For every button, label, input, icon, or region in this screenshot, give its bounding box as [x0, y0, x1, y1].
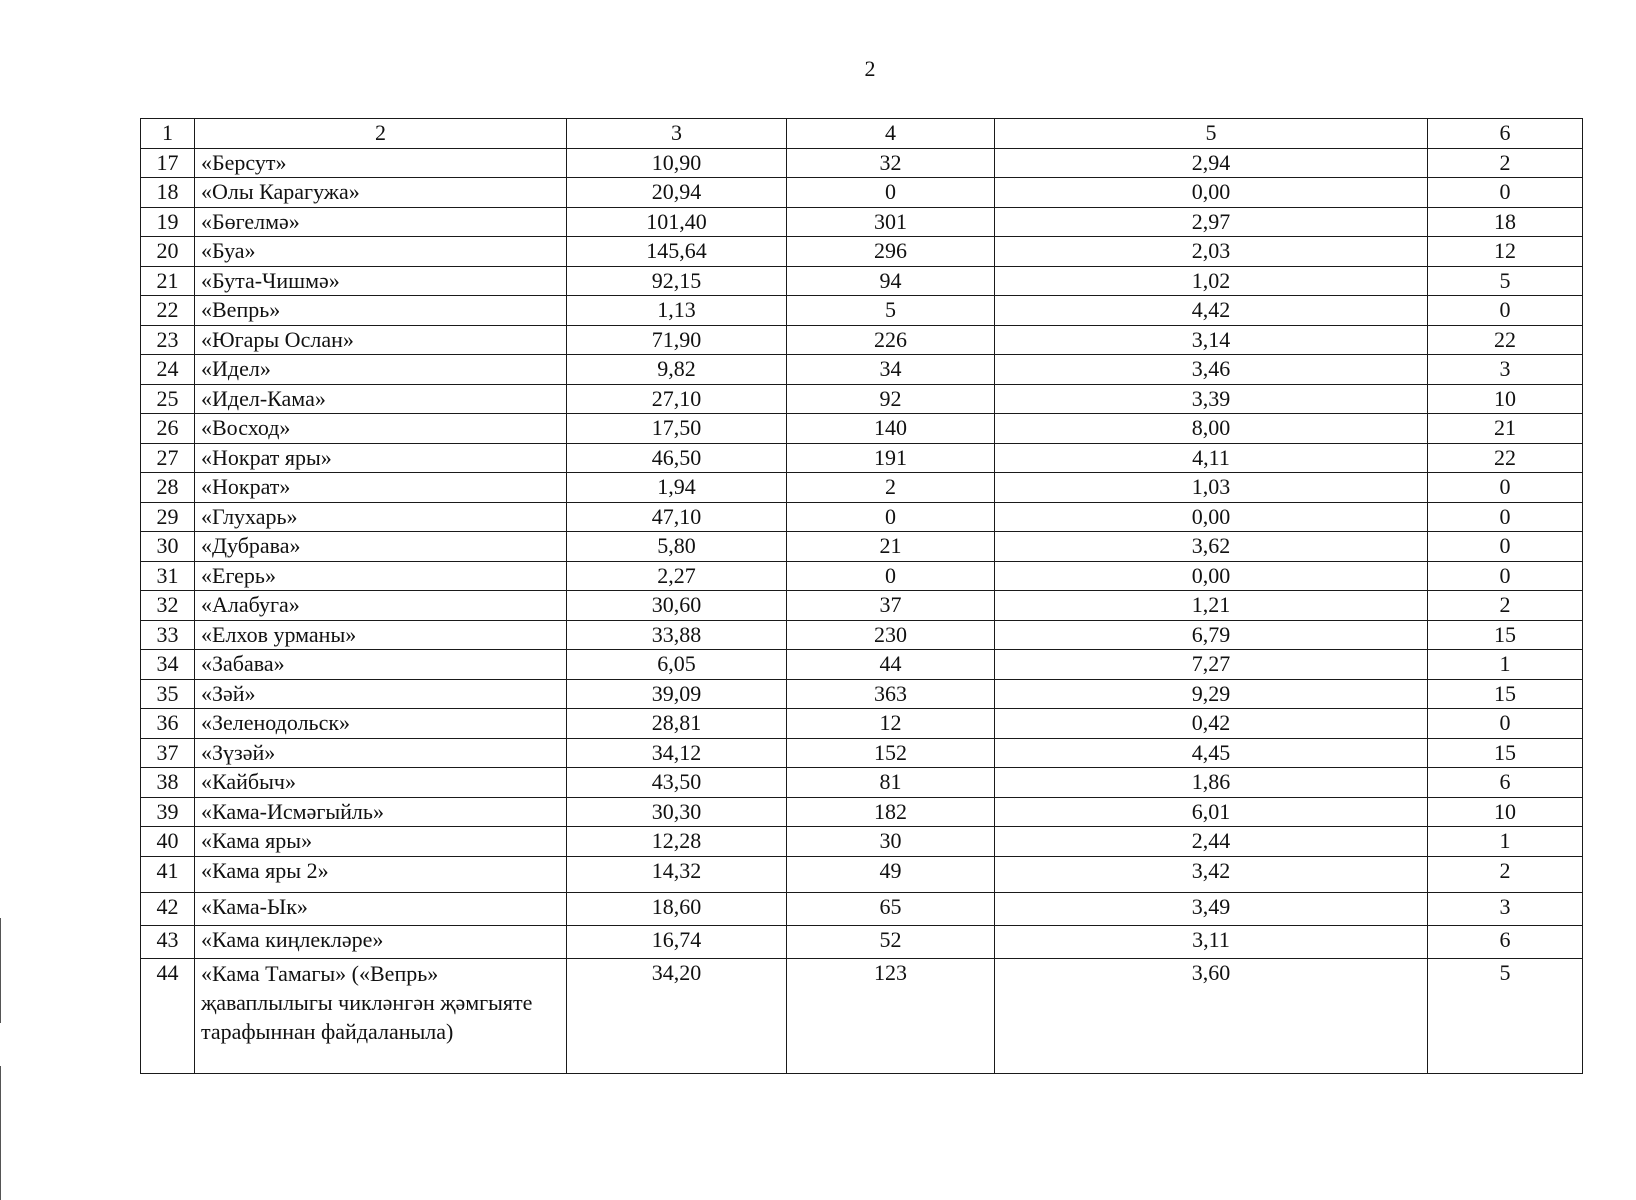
cell-c4: 140	[787, 414, 995, 444]
cell-c3: 33,88	[567, 620, 787, 650]
table-row	[141, 384, 1583, 414]
cell-c3: 34,12	[567, 738, 787, 768]
cell-c6: 0	[1428, 473, 1583, 503]
cell-c3: 92,15	[567, 266, 787, 296]
cell-name: «Зеленодольск»	[195, 709, 567, 739]
cell-name: «Зәй»	[195, 679, 567, 709]
table-row	[141, 473, 1583, 503]
table-row	[141, 502, 1583, 532]
table-header	[141, 119, 1583, 149]
table-row	[141, 325, 1583, 355]
cell-name: «Кама-Исмәгыйль»	[195, 797, 567, 827]
header-col-6: 6	[1428, 119, 1583, 149]
cell-c4: 49	[787, 856, 995, 892]
cell-name: «Кайбыч»	[195, 768, 567, 798]
cell-name: «Глухарь»	[195, 502, 567, 532]
cell-n: 41	[141, 856, 195, 892]
cell-c5: 0,00	[995, 178, 1428, 208]
cell-n: 22	[141, 296, 195, 326]
cell-n: 30	[141, 532, 195, 562]
table-row	[141, 925, 1583, 958]
cell-c6: 6	[1428, 925, 1583, 958]
cell-c5: 3,46	[995, 355, 1428, 385]
table-row	[141, 738, 1583, 768]
header-col-3: 3	[567, 119, 787, 149]
cell-c5: 7,27	[995, 650, 1428, 680]
cell-name: «Кама яры»	[195, 827, 567, 857]
cell-c4: 296	[787, 237, 995, 267]
cell-c5: 0,00	[995, 502, 1428, 532]
cell-c6: 10	[1428, 797, 1583, 827]
cell-n: 23	[141, 325, 195, 355]
cell-c6: 15	[1428, 620, 1583, 650]
cell-c6: 0	[1428, 502, 1583, 532]
cell-c5: 2,44	[995, 827, 1428, 857]
cell-c5: 3,11	[995, 925, 1428, 958]
cell-c6: 15	[1428, 679, 1583, 709]
cell-c6: 18	[1428, 207, 1583, 237]
cell-name: «Кама яры 2»	[195, 856, 567, 892]
cell-c4: 301	[787, 207, 995, 237]
table-row	[141, 207, 1583, 237]
cell-n: 37	[141, 738, 195, 768]
cell-c6: 3	[1428, 355, 1583, 385]
cell-c6: 5	[1428, 266, 1583, 296]
header-row	[141, 119, 1583, 149]
cell-name: «Забава»	[195, 650, 567, 680]
table-row	[141, 958, 1583, 1073]
table-row	[141, 148, 1583, 178]
cell-c6: 0	[1428, 296, 1583, 326]
cell-name: «Нократ яры»	[195, 443, 567, 473]
cell-c4: 2	[787, 473, 995, 503]
cell-c4: 0	[787, 561, 995, 591]
cell-c4: 191	[787, 443, 995, 473]
cell-c4: 123	[787, 958, 995, 1073]
cell-name: «Кама Тамагы» («Вепрь» җаваплылыгы чикләнгән җәмгыяте тарафыннан файдаланыла)	[195, 958, 567, 1073]
cell-name: «Идел-Кама»	[195, 384, 567, 414]
cell-c6: 0	[1428, 532, 1583, 562]
cell-c5: 0,00	[995, 561, 1428, 591]
cell-name: «Буа»	[195, 237, 567, 267]
cell-c6: 10	[1428, 384, 1583, 414]
cell-c4: 52	[787, 925, 995, 958]
cell-name: «Кама-Ык»	[195, 892, 567, 925]
table-row	[141, 856, 1583, 892]
cell-c5: 3,62	[995, 532, 1428, 562]
data-table-container	[140, 118, 1582, 1074]
cell-c3: 10,90	[567, 148, 787, 178]
table-row	[141, 768, 1583, 798]
cell-n: 31	[141, 561, 195, 591]
cell-name: «Зүзәй»	[195, 738, 567, 768]
cell-c3: 27,10	[567, 384, 787, 414]
cell-c3: 43,50	[567, 768, 787, 798]
cell-n: 27	[141, 443, 195, 473]
table-row	[141, 561, 1583, 591]
cell-c6: 15	[1428, 738, 1583, 768]
table-row	[141, 532, 1583, 562]
cell-n: 20	[141, 237, 195, 267]
table-row	[141, 892, 1583, 925]
scan-edge-mark	[0, 918, 1, 1023]
cell-c6: 0	[1428, 178, 1583, 208]
cell-c3: 101,40	[567, 207, 787, 237]
cell-c5: 9,29	[995, 679, 1428, 709]
cell-n: 43	[141, 925, 195, 958]
cell-c5: 4,11	[995, 443, 1428, 473]
data-table	[140, 118, 1583, 1074]
cell-c4: 226	[787, 325, 995, 355]
cell-c3: 17,50	[567, 414, 787, 444]
cell-c4: 34	[787, 355, 995, 385]
cell-c5: 3,14	[995, 325, 1428, 355]
cell-c5: 1,03	[995, 473, 1428, 503]
table-row	[141, 414, 1583, 444]
cell-c3: 12,28	[567, 827, 787, 857]
cell-c4: 5	[787, 296, 995, 326]
cell-c3: 20,94	[567, 178, 787, 208]
cell-n: 26	[141, 414, 195, 444]
cell-n: 21	[141, 266, 195, 296]
cell-name: «Дубрава»	[195, 532, 567, 562]
cell-c4: 230	[787, 620, 995, 650]
cell-c3: 1,13	[567, 296, 787, 326]
table-row	[141, 266, 1583, 296]
header-col-1: 1	[141, 119, 195, 149]
cell-c5: 2,03	[995, 237, 1428, 267]
cell-n: 28	[141, 473, 195, 503]
cell-name: «Идел»	[195, 355, 567, 385]
cell-c5: 3,49	[995, 892, 1428, 925]
cell-c5: 8,00	[995, 414, 1428, 444]
cell-c5: 3,42	[995, 856, 1428, 892]
cell-c4: 182	[787, 797, 995, 827]
cell-c6: 22	[1428, 443, 1583, 473]
cell-n: 18	[141, 178, 195, 208]
cell-n: 38	[141, 768, 195, 798]
cell-n: 42	[141, 892, 195, 925]
cell-c3: 5,80	[567, 532, 787, 562]
cell-c4: 94	[787, 266, 995, 296]
cell-n: 40	[141, 827, 195, 857]
cell-n: 17	[141, 148, 195, 178]
cell-name: «Олы Карагужа»	[195, 178, 567, 208]
cell-c6: 1	[1428, 827, 1583, 857]
table-row	[141, 650, 1583, 680]
cell-c3: 9,82	[567, 355, 787, 385]
cell-c3: 30,30	[567, 797, 787, 827]
cell-n: 35	[141, 679, 195, 709]
cell-c6: 2	[1428, 591, 1583, 621]
cell-n: 39	[141, 797, 195, 827]
cell-c5: 2,97	[995, 207, 1428, 237]
cell-name: «Восход»	[195, 414, 567, 444]
table-row	[141, 679, 1583, 709]
cell-c3: 28,81	[567, 709, 787, 739]
cell-c6: 6	[1428, 768, 1583, 798]
cell-c6: 5	[1428, 958, 1583, 1073]
cell-c4: 65	[787, 892, 995, 925]
cell-c4: 44	[787, 650, 995, 680]
cell-c6: 0	[1428, 709, 1583, 739]
cell-c5: 3,39	[995, 384, 1428, 414]
cell-n: 32	[141, 591, 195, 621]
cell-name: «Бута-Чишмә»	[195, 266, 567, 296]
cell-name: «Кама киңлекләре»	[195, 925, 567, 958]
cell-c3: 18,60	[567, 892, 787, 925]
cell-c6: 3	[1428, 892, 1583, 925]
cell-c5: 6,01	[995, 797, 1428, 827]
cell-name: «Егерь»	[195, 561, 567, 591]
cell-c5: 4,42	[995, 296, 1428, 326]
header-col-2: 2	[195, 119, 567, 149]
cell-c5: 6,79	[995, 620, 1428, 650]
scan-edge-mark	[0, 1066, 1, 1200]
cell-n: 29	[141, 502, 195, 532]
cell-c5: 1,21	[995, 591, 1428, 621]
cell-c4: 37	[787, 591, 995, 621]
table-body	[141, 148, 1583, 1073]
cell-c4: 0	[787, 178, 995, 208]
page-number: 2	[864, 56, 876, 81]
cell-n: 34	[141, 650, 195, 680]
cell-c3: 47,10	[567, 502, 787, 532]
table-row	[141, 178, 1583, 208]
cell-c6: 21	[1428, 414, 1583, 444]
cell-c3: 46,50	[567, 443, 787, 473]
cell-n: 25	[141, 384, 195, 414]
cell-c4: 0	[787, 502, 995, 532]
cell-c6: 22	[1428, 325, 1583, 355]
cell-c3: 14,32	[567, 856, 787, 892]
table-row	[141, 443, 1583, 473]
cell-c4: 12	[787, 709, 995, 739]
cell-c4: 21	[787, 532, 995, 562]
cell-c3: 1,94	[567, 473, 787, 503]
cell-c5: 1,86	[995, 768, 1428, 798]
cell-c6: 2	[1428, 856, 1583, 892]
table-row	[141, 797, 1583, 827]
table-row	[141, 591, 1583, 621]
cell-c3: 6,05	[567, 650, 787, 680]
header-col-5: 5	[995, 119, 1428, 149]
table-row	[141, 296, 1583, 326]
cell-c5: 4,45	[995, 738, 1428, 768]
cell-c5: 0,42	[995, 709, 1428, 739]
header-col-4: 4	[787, 119, 995, 149]
cell-name: «Югары Ослан»	[195, 325, 567, 355]
cell-c3: 145,64	[567, 237, 787, 267]
cell-c3: 16,74	[567, 925, 787, 958]
cell-c4: 30	[787, 827, 995, 857]
cell-c6: 0	[1428, 561, 1583, 591]
cell-c3: 2,27	[567, 561, 787, 591]
cell-name: «Елхов урманы»	[195, 620, 567, 650]
cell-name: «Вепрь»	[195, 296, 567, 326]
cell-c5: 1,02	[995, 266, 1428, 296]
cell-c4: 92	[787, 384, 995, 414]
cell-c3: 39,09	[567, 679, 787, 709]
cell-c3: 30,60	[567, 591, 787, 621]
cell-c6: 1	[1428, 650, 1583, 680]
table-row	[141, 827, 1583, 857]
table-row	[141, 709, 1583, 739]
cell-c6: 2	[1428, 148, 1583, 178]
cell-n: 36	[141, 709, 195, 739]
cell-name: «Берсут»	[195, 148, 567, 178]
cell-c3: 34,20	[567, 958, 787, 1073]
cell-name: «Нократ»	[195, 473, 567, 503]
cell-c5: 3,60	[995, 958, 1428, 1073]
cell-c4: 152	[787, 738, 995, 768]
cell-c4: 32	[787, 148, 995, 178]
cell-name: «Алабуга»	[195, 591, 567, 621]
cell-c5: 2,94	[995, 148, 1428, 178]
table-row	[141, 620, 1583, 650]
cell-c6: 12	[1428, 237, 1583, 267]
cell-c3: 71,90	[567, 325, 787, 355]
cell-n: 19	[141, 207, 195, 237]
cell-n: 44	[141, 958, 195, 1073]
table-row	[141, 355, 1583, 385]
cell-name: «Бөгелмә»	[195, 207, 567, 237]
table-row	[141, 237, 1583, 267]
cell-c4: 363	[787, 679, 995, 709]
cell-n: 33	[141, 620, 195, 650]
cell-n: 24	[141, 355, 195, 385]
cell-c4: 81	[787, 768, 995, 798]
